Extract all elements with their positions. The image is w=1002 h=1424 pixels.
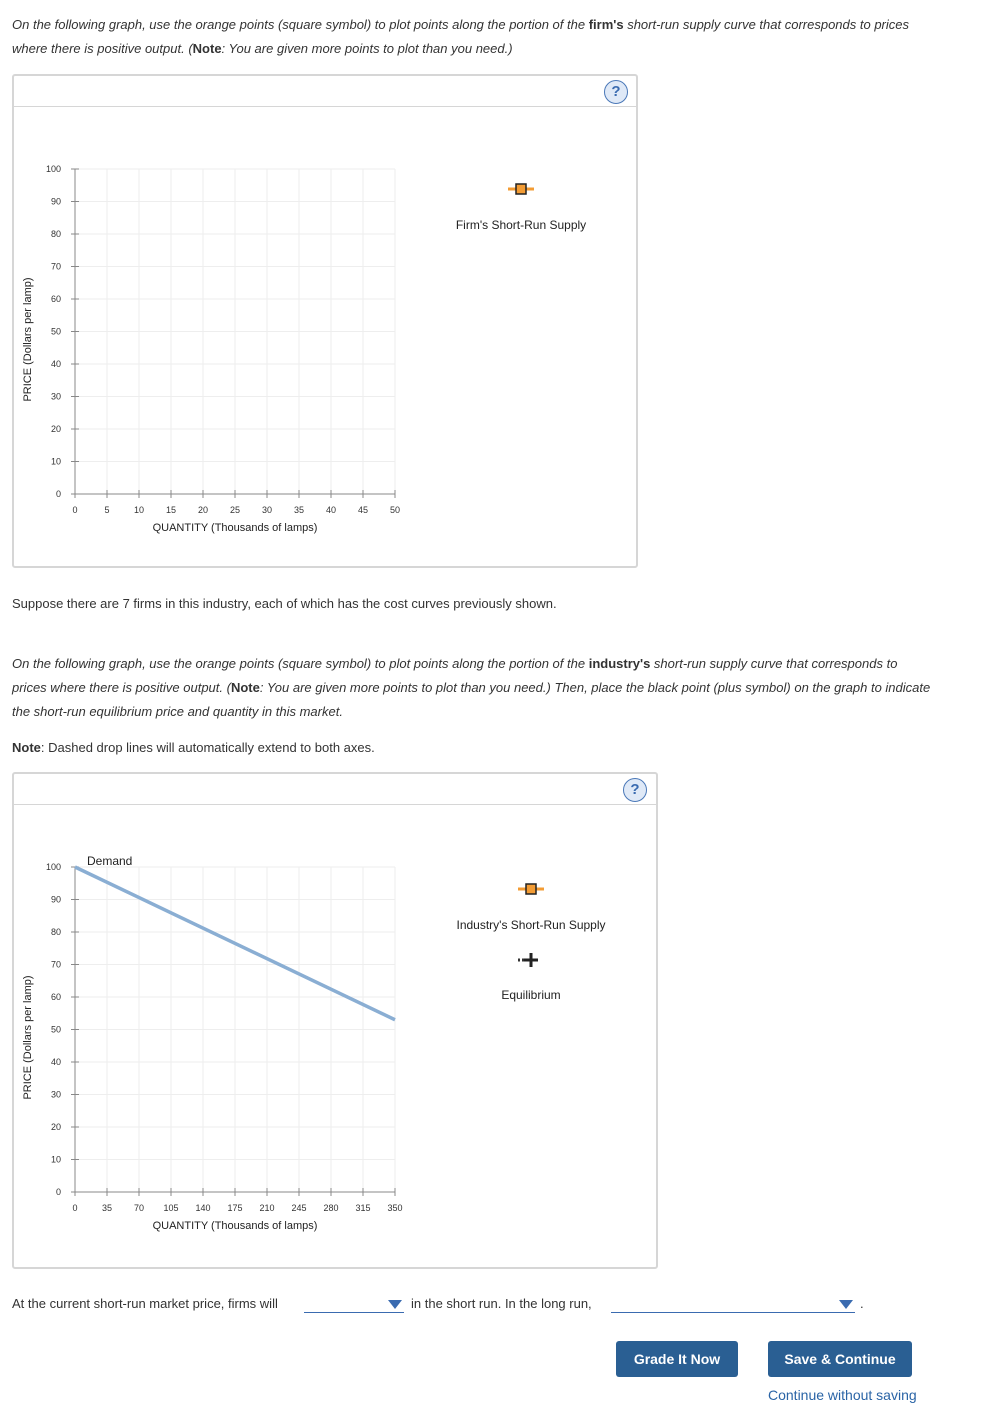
orange-square-icon[interactable] (516, 184, 526, 194)
x-tick-labels (72, 1203, 402, 1213)
x-tick-label: 10 (133, 505, 145, 515)
help-icon[interactable]: ? (623, 778, 647, 802)
legend-label: Firm's Short-Run Supply (455, 218, 587, 232)
x-tick-label: 280 (323, 1203, 339, 1213)
x-tick-label: 210 (259, 1203, 275, 1213)
y-tick-label: 20 (50, 424, 61, 434)
y-tick-label: 0 (55, 489, 61, 499)
y-tick-label: 50 (50, 326, 61, 337)
y-tick-label: 0 (55, 1187, 61, 1197)
industry-graph-panel (12, 772, 658, 1269)
y-axis-label: PRICE (Dollars per lamp) (22, 277, 34, 402)
x-tick-label: 35 (101, 1203, 113, 1213)
y-axis-label: PRICE (Dollars per lamp) (22, 975, 34, 1100)
x-tick-label: 35 (293, 505, 305, 515)
save-continue-button[interactable]: Save & Continue (768, 1341, 912, 1377)
y-tick-label: 70 (50, 261, 61, 272)
y-tick-label: 30 (50, 391, 61, 402)
y-tick-label: 60 (50, 294, 61, 304)
firm-supply-graph[interactable] (14, 76, 636, 566)
y-tick-labels (46, 862, 61, 1197)
sentence-part1: At the current short-run market price, firms will (12, 1296, 278, 1311)
y-tick-label: 10 (50, 1154, 61, 1165)
y-tick-label: 10 (50, 456, 61, 467)
industry-instructions: On the following graph, use the orange points (square symbol) to plot points along the portion of the industry's short-run supply curve that corresponds to prices where there is positive output. (Note: You are given more points to plot than you need.) Then, place the black point (plus symbol) on the graph to indicate the short-run equilibrium price and quantity in this market. (12, 656, 931, 719)
y-tick-label: 80 (50, 229, 61, 239)
x-tick-label: 245 (291, 1203, 307, 1213)
short-run-dropdown[interactable] (304, 1296, 404, 1313)
x-axis-label: QUANTITY (Thousands of lamps) (152, 522, 318, 534)
firm-graph-panel (12, 74, 638, 568)
legend-equilibrium-label: Equilibrium (501, 988, 561, 1002)
firm-instructions: On the following graph, use the orange points (square symbol) to plot points along the portion of the firm's short-run supply curve that corresponds to prices where there is positive output. (Note: You are given more points to plot than you need.) (12, 17, 910, 56)
x-tick-labels (72, 505, 400, 515)
legend-firm-supply[interactable] (456, 184, 586, 232)
x-tick-label: 20 (197, 505, 209, 515)
suppose-text: Suppose there are 7 firms in this industry, each of which has the cost curves previously shown. (12, 596, 557, 611)
x-tick-label: 105 (163, 1203, 179, 1213)
x-tick-label: 45 (357, 505, 369, 515)
help-icon[interactable]: ? (604, 80, 628, 104)
legend-supply-label: Industry's Short-Run Supply (456, 918, 606, 932)
continue-without-saving-link[interactable]: Continue without saving (768, 1387, 917, 1403)
long-run-dropdown[interactable] (611, 1296, 855, 1313)
x-tick-label: 15 (165, 505, 177, 515)
demand-label: Demand (87, 854, 133, 868)
legend-industry-supply[interactable] (456, 884, 605, 932)
x-tick-label: 70 (133, 1203, 145, 1213)
grid-lines (75, 169, 395, 494)
x-tick-label: 0 (72, 1203, 78, 1213)
x-tick-label: 140 (195, 1203, 211, 1213)
y-tick-label: 40 (50, 1057, 61, 1067)
y-tick-label: 90 (50, 894, 61, 905)
chevron-down-icon (388, 1300, 402, 1309)
industry-supply-graph[interactable] (14, 774, 656, 1267)
chevron-down-icon (839, 1300, 853, 1309)
y-tick-label: 80 (50, 927, 61, 937)
sentence-end: . (860, 1296, 864, 1311)
dropline-note: Note: Dashed drop lines will automatically extend to both axes. (12, 740, 375, 755)
x-tick-label: 315 (355, 1203, 371, 1213)
x-tick-label: 40 (325, 505, 337, 515)
y-tick-label: 70 (50, 959, 61, 970)
axes (71, 867, 395, 1196)
y-tick-label: 100 (45, 862, 61, 872)
legend-equilibrium[interactable] (501, 953, 560, 1002)
y-tick-label: 60 (50, 992, 61, 1002)
y-tick-label: 50 (50, 1024, 61, 1035)
x-tick-label: 350 (387, 1203, 403, 1213)
x-tick-label: 0 (72, 505, 78, 515)
sentence-part2: in the short run. In the long run, (411, 1296, 592, 1311)
x-tick-label: 5 (104, 505, 110, 515)
grade-it-now-button[interactable]: Grade It Now (616, 1341, 738, 1377)
y-tick-label: 100 (45, 164, 61, 174)
y-tick-label: 90 (50, 196, 61, 207)
y-tick-label: 20 (50, 1122, 61, 1132)
axes (71, 169, 395, 498)
orange-square-icon[interactable] (526, 884, 536, 894)
y-tick-label: 30 (50, 1089, 61, 1100)
x-tick-label: 25 (229, 505, 241, 515)
x-tick-label: 50 (389, 505, 401, 515)
x-axis-label: QUANTITY (Thousands of lamps) (152, 1220, 318, 1232)
x-tick-label: 175 (227, 1203, 243, 1213)
plus-icon[interactable] (524, 953, 538, 967)
x-tick-label: 30 (261, 505, 273, 515)
y-tick-label: 40 (50, 359, 61, 369)
grid-lines (75, 867, 395, 1192)
y-tick-labels (46, 164, 61, 499)
